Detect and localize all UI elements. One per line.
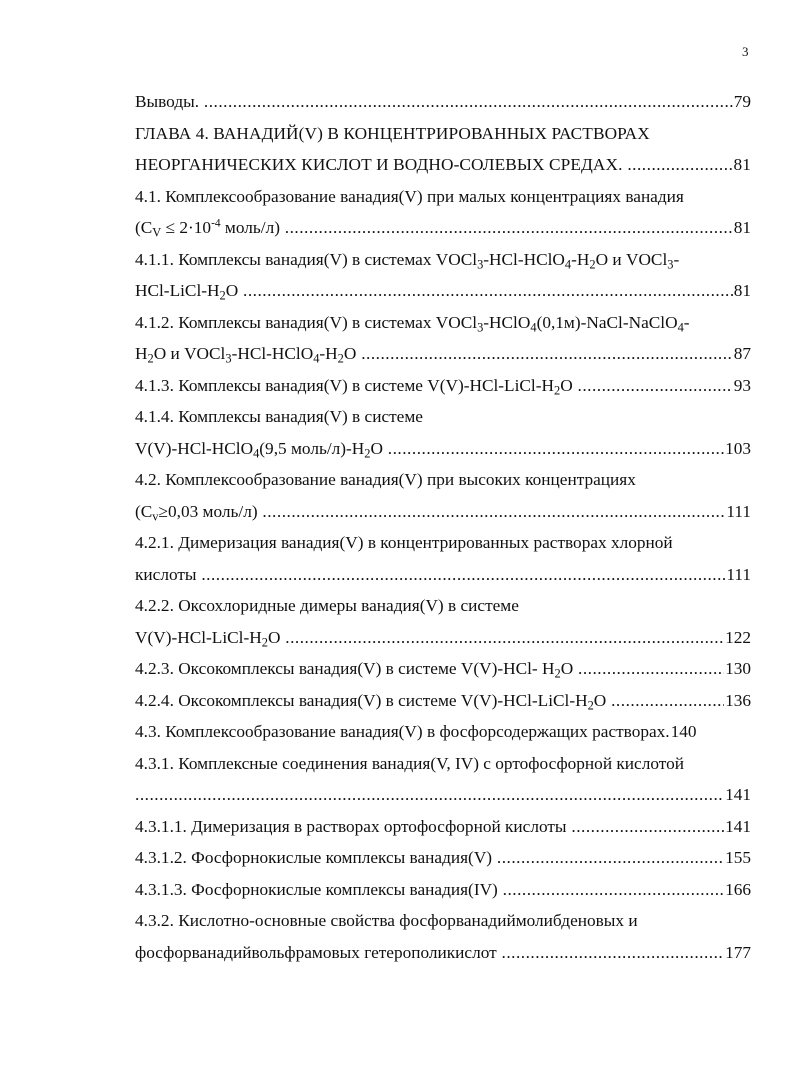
toc-entry-4-3-1-1 [135,811,751,843]
toc-entry-title: ($C_v\ge 0,03$ моль/л) ..... [135,496,725,528]
toc-entry-title: 4.3.1.1. Димеризация в растворах ортофосфорной кислоты ..... [135,811,724,843]
toc-chapter-heading-line1: ГЛАВА 4. ВАНАДИЙ(V) В КОНЦЕНТРИРОВАННЫХ РАСТВОРАХ [135,123,650,143]
toc-entry-4-2-2-line2 [135,622,751,654]
toc-entry-title: $V(V)-HCl-LiCl-H_2O$ ..... [135,622,724,654]
toc-entry-title: ($C_V \le 2\cdot 10^{-4}$ моль/л) ..... [135,212,733,244]
toc-page-number: 155 [725,848,751,867]
toc-entry-4-1-line1: 4.1. Комплексообразование ванадия(V) при малых концентрациях ванадия [135,186,684,206]
toc-page-number: 141 [725,785,751,804]
toc-entry-4-3: 4.3. Комплексообразование ванадия(V) в фосфорсодержащих растворах. 140 [135,716,751,748]
toc-entry-4-2-1-line2 [135,559,751,591]
toc-entry-title: V(V)-HCl-HClO$_4$(9,5 моль/$л)-H_2O$ ..... [135,433,724,465]
toc-entry-4-1-3 [135,370,751,402]
toc-page-number: 130 [725,659,751,678]
page-number: 3 [742,44,749,59]
toc-page-number: 111 [726,564,751,584]
toc-entry-title: $H_2O$ и $VOCl_3-HCl-HClO_4-H_2O$ ..... [135,338,733,370]
toc-entry-4-1-1-line2 [135,275,751,307]
toc-page-number: 81 [733,155,751,174]
toc-entry-4-3-1-line2 [135,779,751,811]
toc-page-number: 177 [725,942,751,962]
toc-entry-4-3-1-2 [135,842,751,874]
toc-chapter-heading-line2 [135,149,751,181]
toc-entry-4-1-line2 [135,212,751,244]
toc-entry-4-2-line1: 4.2. Комплексообразование ванадия(V) при высоких концентрациях [135,470,636,489]
toc-entry-title [135,779,724,811]
table-of-contents [135,86,751,968]
toc-entry-title: НЕОРГАНИЧЕСКИХ КИСЛОТ И ВОДНО-СОЛЕВЫХ СРЕДАХ. ..... [135,149,733,181]
toc-entry-4-1-2-line2 [135,338,751,370]
toc-entry-title: 4.3.1.2. Фосфорнокислые комплексы ванадия(V) ..... [135,842,724,874]
toc-entry-title: 4.2.3. Оксокомплексы ванадия(V) в системе V(V)-HCl- $H_2O$ ..... [135,653,724,685]
toc-entry-4-2-1-line1: 4.2.1. Димеризация ванадия(V) в концентрированных растворах хлорной [135,533,673,552]
toc-entry-4-3-1-3 [135,874,751,906]
toc-entry-4-3-1-line1: 4.3.1. Комплексные соединения ванадия(V, IV) с ортофосфорной кислотой [135,753,684,773]
toc-entry-4-1-2-line1: 4.1.2. Комплексы ванадия(V) в системах VOCl$_3$-HClO$_4$(0,1м)-NaCl-NaClO$_4$- [135,312,690,334]
toc-page-number: 81 [733,218,751,237]
toc-entry-title: кислоты ..... [135,559,725,591]
toc-entry-title: 4.3.1.3. Фосфорнокислые комплексы ванадия(IV) ..... [135,874,724,906]
toc-entry-title: 4.1.3. Комплексы ванадия(V) в системе $V(V)-HCl-LiCl-H_2O$ ..... [135,370,733,402]
toc-entry-title: фосфорванадийвольфрамовых гетерополикислот ..... [135,937,724,969]
toc-page-number: 87 [733,344,751,363]
toc-page-number: 136 [725,690,751,710]
toc-entry-4-2-4 [135,685,751,717]
toc-page-number: 140 [670,722,697,741]
toc-entry-vyvody [135,86,751,118]
toc-page-number: 166 [725,879,751,899]
toc-entry-4-3-2-line1: 4.3.2. Кислотно-основные свойства фосфорванадиймолибденовых и [135,911,638,930]
toc-page-number: 141 [725,816,751,836]
toc-page-number: 93 [733,375,751,395]
toc-entry-4-2-line2 [135,496,751,528]
toc-entry-4-2-2-line1: 4.2.2. Оксохлоридные димеры ванадия(V) в системе [135,596,519,615]
toc-entry-4-2-3 [135,653,751,685]
toc-page-number: 103 [725,438,751,458]
toc-entry-title: 4.2.4. Оксокомплексы ванадия(V) в системе $V(V)-HCl-LiCl-H_2O$ ..... [135,685,724,717]
toc-page-number: 81 [733,281,751,300]
toc-page-number: 79 [733,92,751,111]
toc-entry-4-1-4-line1: 4.1.4. Комплексы ванадия(V) в системе [135,407,423,426]
toc-page-number: 111 [726,501,751,521]
toc-page-number: 122 [725,627,751,647]
toc-entry-4-1-1-line1: 4.1.1. Комплексы ванадия(V) в системах $VOCl_3-HCl-HClO_4-H_2O$ и VOCl$_3$- [135,249,680,271]
toc-entry-4-3-2-line2 [135,937,751,969]
toc-entry-4-1-4-line2 [135,433,751,465]
toc-entry-title: HCl-$LiCl-H_2O$ ..... [135,275,733,307]
toc-entry-title: Выводы. ..... [135,86,733,118]
